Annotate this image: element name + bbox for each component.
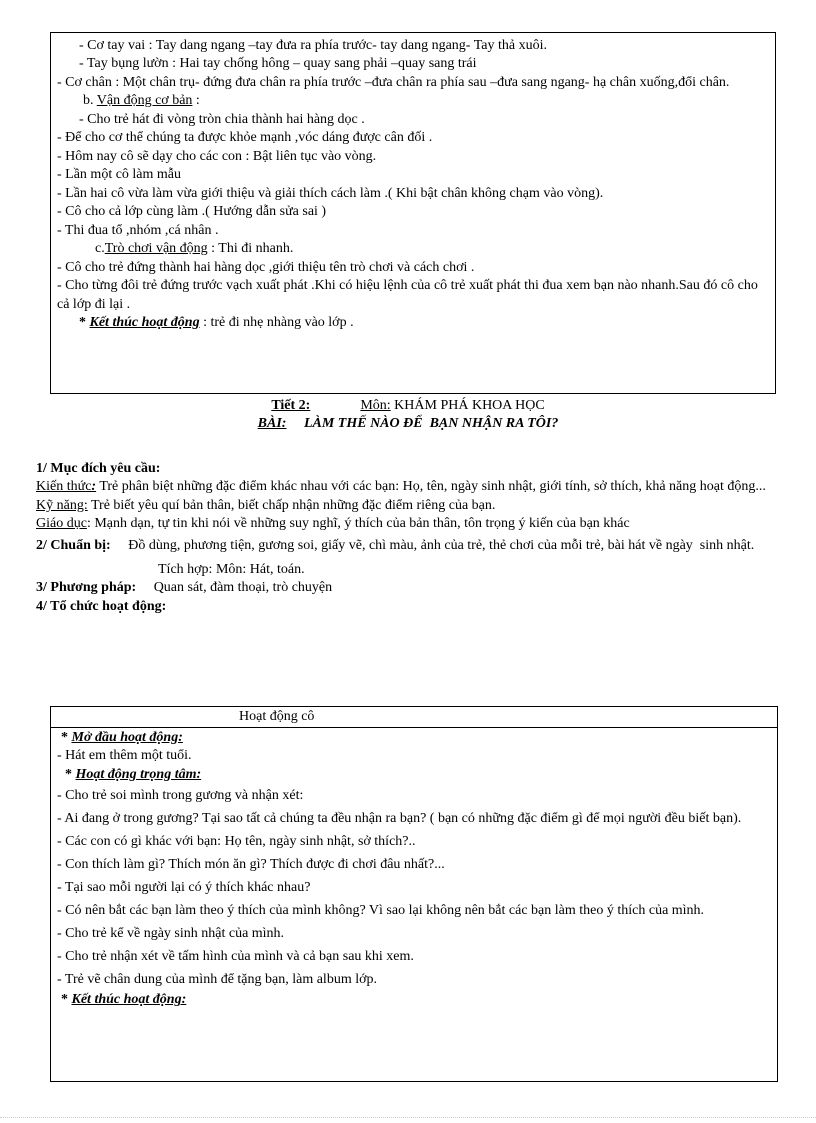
text-line: - Cơ chân : Một chân trụ- đứng đưa chân ra phía trước –đưa chân ra phía sau –đưa sang ngang- hạ chân xuống,đổi chân. — [57, 74, 730, 90]
table-row: - Có nên bắt các bạn làm theo ý thích của mình không? Vì sao lại không nên bắt các bạn làm theo ý thích của mình. — [57, 903, 705, 919]
table-line — [57, 729, 769, 747]
lesson-period: Tiết 2: — [271, 398, 311, 413]
table-row: - Cho trẻ nhận xét về tấm hình của mình và cả bạn sau khi xem. — [57, 949, 414, 965]
section-title: 2/ Chuẩn bị: — [36, 537, 111, 553]
table-line — [57, 766, 769, 784]
text-line: - Để cho cơ thể chúng ta được khỏe mạnh ,vóc dáng được cân đối . — [57, 130, 433, 146]
opening-title: Mở đầu hoạt động: — [71, 730, 183, 745]
lesson-title-label: BÀI: — [257, 416, 287, 432]
lesson-subject-line — [0, 397, 816, 415]
closing-line — [57, 314, 767, 332]
text-span: b. — [83, 93, 97, 109]
objectives-section — [36, 460, 794, 616]
table-row: - Cho trẻ soi mình trong gương và nhận xét: — [57, 788, 304, 804]
lesson-title: LÀM THẾ NÀO ĐỂ BẠN NHẬN RA TÔI? — [286, 416, 559, 432]
table-body — [51, 728, 777, 1010]
table-row: - Các con có gì khác với bạn: Họ tên, ngày sinh nhật, sở thích?.. — [57, 834, 416, 850]
text-line: - Cho trẻ hát đi vòng tròn chia thành hai hàng dọc . — [79, 111, 365, 127]
subject-label: Môn: — [360, 398, 391, 413]
text-span: * — [61, 730, 72, 745]
knowledge-label: Kiến thức — [36, 479, 92, 495]
skills-text: Trẻ biết yêu quí bản thân, biết chấp nhận những đặc điểm riêng của bạn. — [87, 497, 496, 513]
text-line: - Thi đua tổ ,nhóm ,cá nhân . — [57, 222, 219, 238]
text-line: - Cô cho trẻ đứng thành hai hàng dọc ,giới thiệu tên trò chơi và cách chơi . — [57, 259, 475, 275]
activity-box — [50, 32, 776, 394]
table-line — [57, 991, 769, 1009]
table-row: - Trẻ vẽ chân dung của mình để tặng bạn, làm album lớp. — [57, 972, 378, 988]
subheading-title: Trò chơi vận động — [104, 241, 208, 257]
lesson-heading — [0, 397, 816, 434]
table-row: - Ai đang ở trong gương? Tại sao tất cả chúng ta đều nhận ra bạn? ( bạn có những đặc điểm gì để mọi người đều biết bạn). — [57, 811, 742, 827]
section-title: 4/ Tổ chức hoạt động: — [36, 598, 167, 614]
lesson-title-line — [0, 415, 816, 433]
text-span: : — [91, 479, 97, 495]
text-line: - Cô cho cả lớp cùng làm .( Hướng dẫn sửa sai ) — [57, 204, 327, 220]
preparation-text: Đồ dùng, phương tiện, gương soi, giấy vẽ, chì màu, ảnh của trẻ, thẻ chơi của mỗi trẻ, bài hát về ngày sinh nhật. — [110, 537, 755, 553]
subject-value: KHÁM PHÁ KHOA HỌC — [390, 398, 545, 413]
closing-title: Kết thúc hoạt động: — [71, 992, 187, 1008]
knowledge-line — [36, 478, 794, 496]
table-row: - Con thích làm gì? Thích món ăn gì? Thích được đi chơi đâu nhất?... — [57, 857, 445, 873]
text-span: * — [61, 992, 72, 1008]
text-span: c. — [95, 241, 105, 257]
skills-label: Kỹ năng: — [36, 497, 88, 513]
subheading-line — [57, 240, 767, 258]
text-span: * — [65, 766, 76, 782]
education-text: : Mạnh dạn, tự tin khi nói về những suy nghĩ, ý thích của bản thân, tôn trọng ý kiến của bạn khác — [86, 516, 630, 532]
preparation-line — [36, 534, 794, 557]
table-line: - Hát em thêm một tuổi. — [57, 748, 192, 764]
closing-title: Kết thúc hoạt động — [89, 315, 200, 331]
method-text: Quan sát, đàm thoại, trò chuyện — [136, 580, 333, 596]
text-line: - Lần một cô làm mẫu — [57, 167, 182, 183]
table-row: - Cho trẻ kể về ngày sinh nhật của mình. — [57, 926, 285, 942]
text-span: : Thi đi nhanh. — [207, 241, 294, 257]
skills-line — [36, 497, 794, 515]
activity-table — [50, 706, 778, 1082]
text-span: : — [192, 93, 200, 109]
text-line: - Cơ tay vai : Tay dang ngang –tay đưa ra phía trước- tay dang ngang- Tay thả xuôi. — [79, 38, 547, 53]
text-line: - Hôm nay cô sẽ dạy cho các con : Bật liên tục vào vòng. — [57, 148, 377, 164]
text-line: - Tay bụng lườn : Hai tay chống hông – quay sang phải –quay sang trái — [79, 56, 477, 72]
subheading-title: Vận động cơ bản — [96, 93, 193, 109]
method-line — [36, 579, 794, 597]
section-title: 3/ Phương pháp: — [36, 580, 137, 596]
subheading-line — [57, 92, 767, 110]
education-line — [36, 515, 794, 533]
table-row: - Tại sao mỗi người lại có ý thích khác nhau? — [57, 880, 311, 896]
table-header: Hoạt động cô — [51, 707, 777, 728]
knowledge-text: Trẻ phân biệt những đặc điểm khác nhau với các bạn: Họ, tên, ngày sinh nhật, giới tính, sở thích, khả năng hoạt động... — [96, 479, 766, 495]
text-span: * — [79, 315, 90, 331]
section-title: 1/ Mục đích yêu cầu: — [36, 461, 161, 476]
education-label: Giáo dục — [36, 516, 87, 532]
integration-line: Tích hợp: Môn: Hát, toán. — [158, 561, 305, 577]
text-line: - Cho từng đôi trẻ đứng trước vạch xuất phát .Khi có hiệu lệnh của cô trẻ xuất phát thi đua xem bạn nào nhanh.Sau đó cô cho cả lớp đi lại . — [57, 278, 758, 312]
page-divider — [0, 1117, 816, 1118]
focus-title: Hoạt động trọng tâm: — [75, 766, 202, 782]
text-line: - Lần hai cô vừa làm vừa giới thiệu và giải thích cách làm .( Khi bật chân không chạm vào vòng). — [57, 185, 604, 201]
text-span: : trẻ đi nhẹ nhàng vào lớp . — [199, 315, 354, 331]
